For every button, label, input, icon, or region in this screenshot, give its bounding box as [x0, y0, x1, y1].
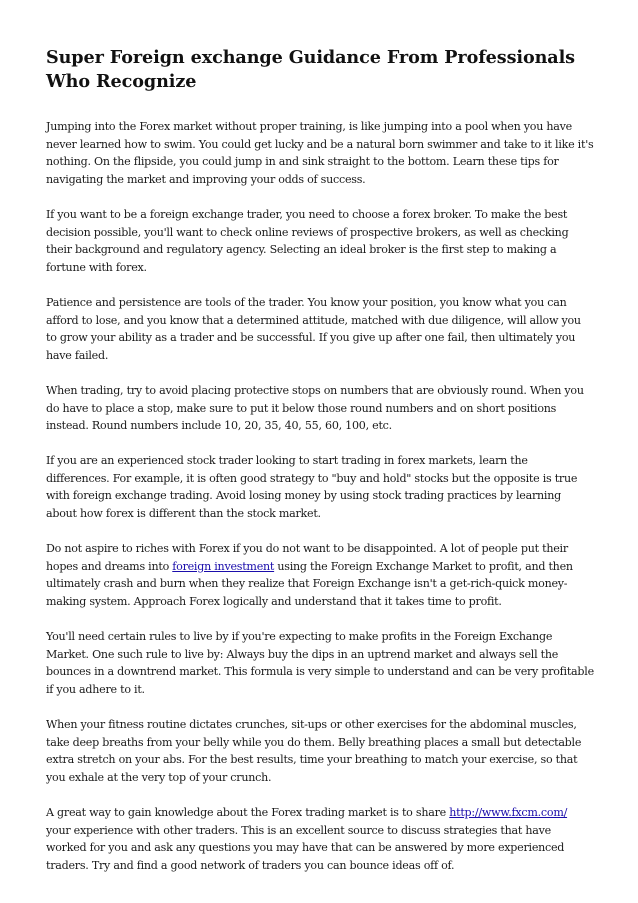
paragraph-patience: Patience and persistence are tools of the trader. You know your position, you know what you can afford to lose, and you know that a determined attitude, matched with due diligence, will allow you to grow your ability as a trader and be successful. If you give up after one fail, then ultimately you have failed.	[46, 295, 581, 362]
paragraph-knowledge-text-after: your experience with other traders. This is an excellent source to discuss strategies that have worked for you and ask any questions you may have that can be answered by more experienced traders. Try and find a good network of traders you can bounce ideas off of.	[46, 823, 565, 872]
page-title: Super Foreign exchange Guidance From Professionals Who Recognize	[46, 47, 575, 92]
document-page	[46, 46, 594, 892]
paragraph-riches-text-after: using the Foreign Exchange Market to profit, and then ultimately crash and burn when they realize that Foreign Exchange isn't a get-rich-quick money-making system. Approach Forex logically and understand that it takes time to profit.	[46, 559, 573, 609]
paragraph-rules: You'll need certain rules to live by if you're expecting to make profits in the Foreign Exchange Market. One such rule to live by: Always buy the dips in an uptrend market and always sell the bounces in a downtrend market. This formula is very simple to understand and can be very profitable if you adhere to it.	[46, 630, 594, 696]
foreign-investment-link[interactable]: foreign investment	[172, 559, 275, 573]
paragraph-knowledge-text-before: A great way to gain knowledge about the Forex trading market is to share	[46, 806, 450, 820]
paragraph-knowledge	[46, 804, 594, 874]
paragraph-stock-trader: If you are an experienced stock trader looking to start trading in forex markets, learn the differences. For example, it is often good strategy to "buy and hold" stocks but the opposite is true with foreign exchange trading. Avoid losing money by using stock trading practices by learning about how forex is different than the stock market.	[46, 454, 578, 521]
paragraph-riches	[46, 540, 594, 610]
paragraph-broker: If you want to be a foreign exchange trader, you need to choose a forex broker. To make the best decision possible, you'll want to check online reviews of prospective brokers, as well as checking their background and regulatory agency. Selecting an ideal broker is the first step to making a fortune with forex.	[46, 207, 569, 274]
paragraph-fitness: When your fitness routine dictates crunches, sit-ups or other exercises for the abdominal muscles, take deep breaths from your belly while you do them. Belly breathing places a small but detectable extra stretch on your abs. For the best results, time your breathing to match your exercise, so that you exhale at the very top of your crunch.	[46, 718, 582, 784]
paragraph-stops: When trading, try to avoid placing protective stops on numbers that are obviously round. When you do have to place a stop, make sure to put it below those round numbers and on short positions instead. Round numbers include 10, 20, 35, 40, 55, 60, 100, etc.	[46, 383, 584, 433]
fxcm-link[interactable]: http://www.fxcm.com/	[449, 806, 568, 820]
paragraph-intro: Jumping into the Forex market without proper training, is like jumping into a pool when you have never learned how to swim. You could get lucky and be a natural born swimmer and take to it like it's nothing. On the flipside, you could jump in and sink straight to the bottom. Learn these tips for navigating the market and improving your odds of success.	[46, 120, 594, 186]
paragraph-riches-text-before: Do not aspire to riches with Forex if you do not want to be disappointed. A lot of people put their hopes and dreams into	[46, 542, 568, 573]
